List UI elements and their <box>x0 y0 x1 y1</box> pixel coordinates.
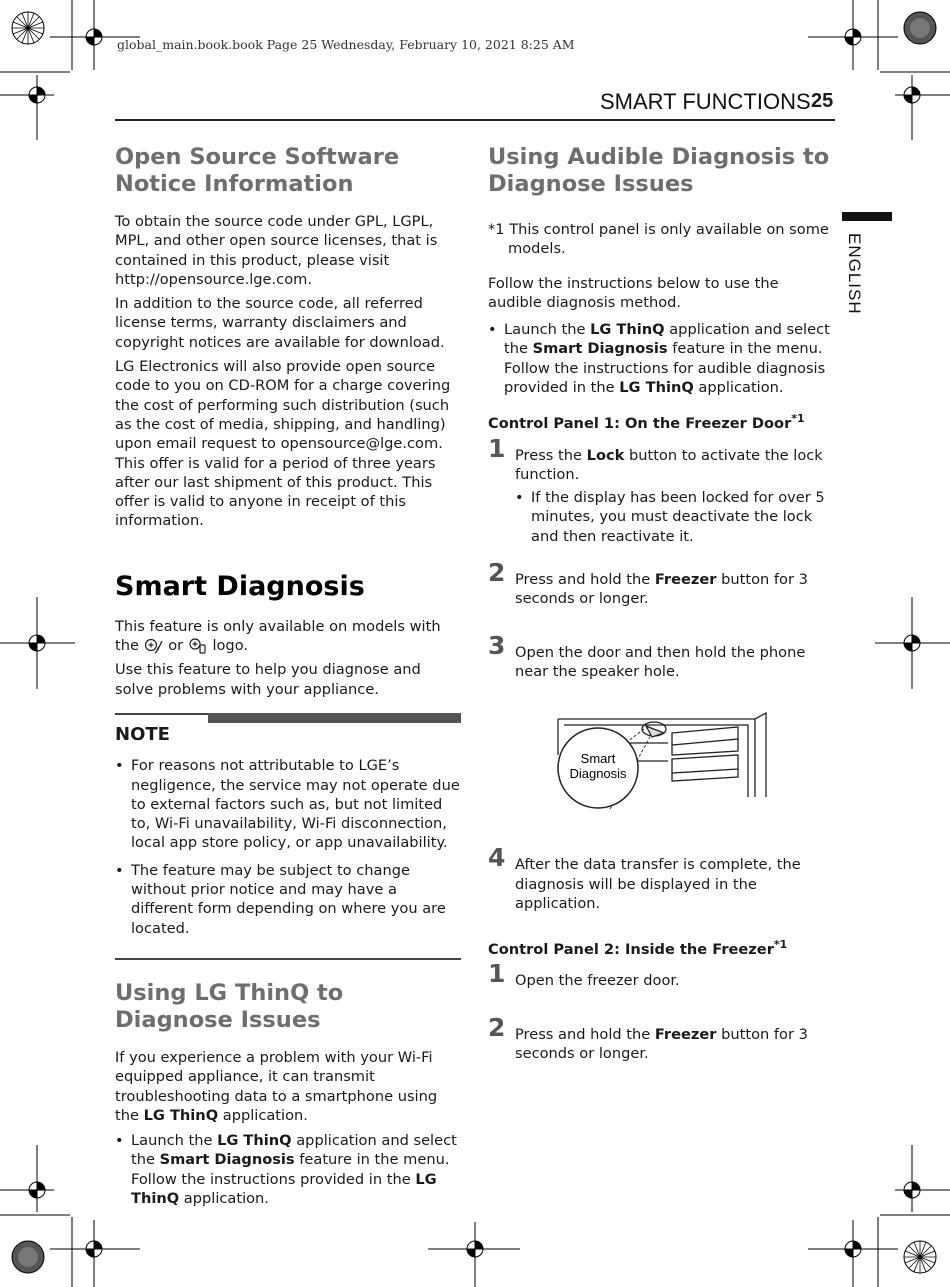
note-item: • The feature may be subject to change without prior notice and may have a different form depending on where you are located. <box>115 861 461 938</box>
thinq-list <box>115 1131 461 1208</box>
smart-diagnosis-heading: Smart Diagnosis <box>115 570 365 602</box>
cp1-step-2: 2 Press and hold the Freezer button for 3 seconds or longer. <box>488 558 808 608</box>
thinq-bullet: • Launch the LG ThinQ application and select the Smart Diagnosis feature in the menu. Follow the instructions provided in the LG ThinQ application. <box>115 1131 461 1208</box>
step-number: 1 <box>488 433 506 463</box>
language-tab-bar <box>842 212 892 221</box>
smart-diagnosis-phone-logo-icon <box>188 638 208 654</box>
cp1-step-1-sub: • If the display has been locked for over 5 minutes, you must deactivate the lock and then reactivate it. <box>515 488 833 546</box>
cp2-step-2: 2 Press and hold the Freezer button for 3 seconds or longer. <box>488 1012 808 1062</box>
oss-paragraph-1: To obtain the source code under GPL, LGPL, MPL, and other open source licenses, that is contained in this product, please visit http://opensource.lge.com. <box>115 213 438 288</box>
right-column <box>488 144 833 1063</box>
language-tab: ENGLISH <box>845 233 864 315</box>
cp2-title: Control Panel 2: Inside the Freezer$^{*1}$ <box>488 938 788 958</box>
audible-intro: Follow the instructions below to use the audible diagnosis method. <box>488 274 779 311</box>
sd-paragraph-1 <box>115 617 461 656</box>
freezer-door-illustration <box>488 699 833 839</box>
note-item: • For reasons not attributable to LGE’s negligence, the service may not operate due to external factors such as, but not limited to, Wi-Fi unavailability, Wi-Fi disconnection, local app store policy, or app unavailability. <box>115 756 461 852</box>
step-number: 2 <box>488 1012 506 1042</box>
illustration-label-1: Smart <box>580 751 616 767</box>
header-rule <box>115 119 835 121</box>
cp1-title: Control Panel 1: On the Freezer Door$^{*1}$ <box>488 412 805 433</box>
note-box <box>115 713 461 960</box>
cp1-step-1: 1 Press the Lock button to activate the lock function. • If the display has been locked for over 5 minutes, you must deactivate the lock and then reactivate it. <box>488 446 833 546</box>
cp2-step-1: 1 Open the freezer door. <box>488 959 680 990</box>
sd-text-b: or <box>168 637 184 655</box>
step-number: 3 <box>488 630 506 660</box>
thinq-app-name: LG ThinQ <box>143 1106 219 1124</box>
print-info-line: global_main.book.book Page 25 Wednesday, February 10, 2021 8:25 AM <box>117 37 575 52</box>
footnote: *1 This control panel is only available on some models. <box>488 221 829 258</box>
thinq-heading: Using LG ThinQ to Diagnose Issues <box>115 979 344 1033</box>
section-title: SMART FUNCTIONS <box>600 89 811 114</box>
thinq-text-a: If you experience a problem with your Wi-Fi equipped appliance, it can transmit troubleshooting data to a smartphone using the <box>115 1048 438 1124</box>
audible-bullet: • Launch the LG ThinQ application and select the Smart Diagnosis feature in the menu. Follow the instructions for audible diagnosis provided in the LG ThinQ application. <box>488 320 833 397</box>
note-list <box>115 756 461 938</box>
sd-paragraph-2: Use this feature to help you diagnose and solve problems with your appliance. <box>115 661 421 698</box>
step-number: 1 <box>488 959 506 989</box>
oss-heading: Open Source Software Notice Information <box>115 144 400 197</box>
left-column <box>115 144 461 1216</box>
illustration-label-2: Diagnosis <box>569 766 627 782</box>
note-title: NOTE <box>115 723 170 745</box>
step-number: 4 <box>488 843 506 873</box>
page-number: 25 <box>811 90 834 112</box>
step-number: 2 <box>488 558 506 588</box>
fridge-drawing <box>550 699 790 829</box>
smart-diagnosis-audio-logo-icon <box>144 638 164 654</box>
audible-list <box>488 320 833 397</box>
cp1-step-4: 4 After the data transfer is complete, the diagnosis will be displayed in the application. <box>488 843 801 912</box>
cp1-step-3: 3 Open the door and then hold the phone near the speaker hole. <box>488 630 806 680</box>
note-top-rule <box>115 713 461 724</box>
sd-text-a: This feature is only available on models with the <box>115 617 441 655</box>
thinq-paragraph <box>115 1048 461 1125</box>
oss-paragraph-2: In addition to the source code, all referred license terms, warranty disclaimers and copyright notices are available for download. <box>115 295 445 351</box>
thinq-text-c: application. <box>222 1106 308 1124</box>
sd-text-c: logo. <box>212 637 249 655</box>
audible-heading: Using Audible Diagnosis to Diagnose Issues <box>488 144 830 197</box>
oss-paragraph-3: LG Electronics will also provide open source code to you on CD-ROM for a charge covering the cost of performing such distribution (such as the cost of media, shipping, and handling) upon email request to opensource@lge.com. This offer is valid for a period of three years after our last shipment of this product. This offer is valid to anyone in receipt of this information. <box>115 358 451 530</box>
